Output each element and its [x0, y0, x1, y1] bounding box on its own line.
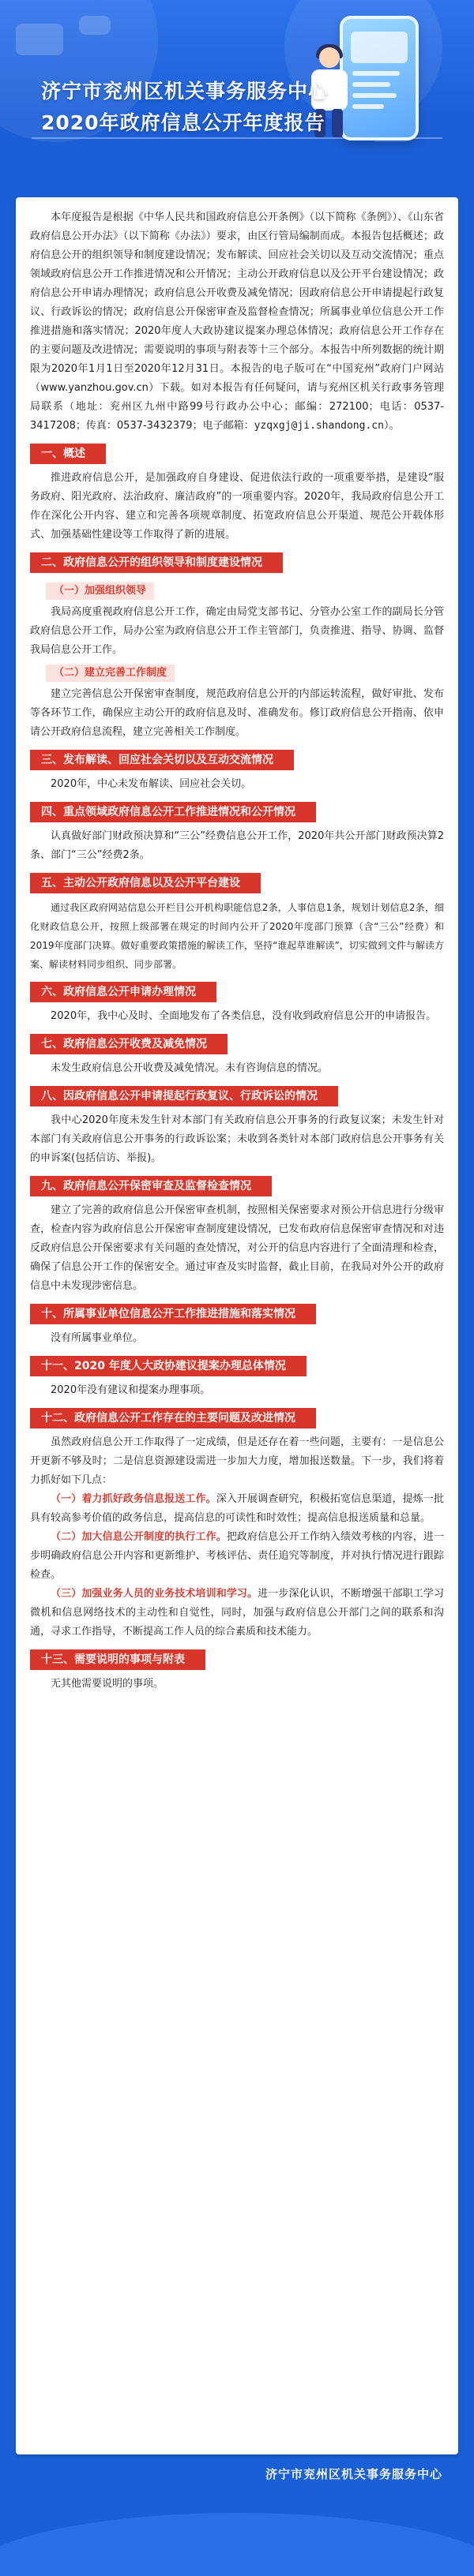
footer-wave [0, 2513, 474, 2576]
section-1-heading: 一、概述 [30, 444, 106, 464]
section-12-item-3-title: （三）加强业务人员的业务技术培训和学习。 [51, 1588, 258, 1600]
section-2-heading: 二、政府信息公开的组织领导和制度建设情况 [30, 552, 283, 573]
section-12-heading: 十二、政府信息公开工作存在的主要问题及改进情况 [30, 1408, 316, 1428]
section-13-body: 无其他需要说明的事项。 [51, 1678, 164, 1690]
section-6-heading: 六、政府信息公开申请办理情况 [30, 982, 216, 1002]
section-11-body: 2020年没有建议和提案办理事项。 [51, 1384, 211, 1396]
intro-text: 本年度报告是根据《中华人民共和国政府信息公开条例》（以下简称《条例》）、《山东省政府信息公开办法》（以下简称《办法》）要求，由区行管局编制而成。本报告包括概述；政府信息公开的组织领导和制度建设情况；发布解读、回应社会关切以及互动交流情况；重点领域政府信息公开工作推进情况和公开情况；主动公开政府信息以及公开平台建设情况；政府信息公开申请办理情况；政府信息公开收费及减免情况；因政府信息公开申请提起行政复议、行政诉讼的情况；政府信息公开保密审查及监督检查情况；所属事业单位信息公开工作推进措施和落实情况；2020年度人大政协建议提案办理总体情况；政府信息公开工作存在的主要问题及改进情况；需要说明的事项与附表等十三个部分。本报告中所列数据的统计期限为2020年1月1日至2020年12月31日。本报告的电子版可在“中国兖州”政府门户网站（www.yanzhou.gov.cn）下载。如对本报告有任何疑问，请与兖州区机关行政事务管理局联系（地址：兖州区九州中路99号行政办公中心；邮编：272100；电话：0537-3417208；传真：0537-3432379；电子邮箱： [30, 212, 444, 432]
contact-email: yzqxgj@ji.shandong.cn [254, 420, 384, 432]
section-8-body: 我中心2020年度未发生针对本部门有关政府信息公开事务的行政复议案；未发生针对本部门有关政府信息公开事务的行政诉讼案；未收到各类针对本部门政府信息公开事务有关的申诉案(包括信访、举报)。 [30, 1114, 444, 1164]
report-title: 2020年政府信息公开年度报告 [41, 111, 325, 134]
section-11-heading: 十一、2020 年度人大政协建议提案办理总体情况 [30, 1356, 307, 1376]
section-3-body: 2020年，中心未发布解读、回应社会关切。 [51, 778, 252, 790]
section-12-item-3 [30, 1585, 444, 1642]
report-content-card [16, 197, 458, 2454]
section-4-heading: 四、重点领域政府信息公开工作推进情况和公开情况 [30, 802, 316, 822]
section-12-item-2 [30, 1528, 444, 1585]
section-12-item-2-body: 把政府信息公开工作纳入绩效考核的内容，进一步明确政府信息公开内容和更新维护、考核评估、责任追究等制度，并对执行情况进行跟踪检查。 [30, 1531, 444, 1581]
decor-card [79, 16, 111, 35]
section-4-body: 认真做好部门财政预决算和“三公”经费信息公开工作，2020年共公开部门财政预决算2条、部门“三公”经费2条。 [30, 830, 444, 861]
footer [0, 2454, 474, 2576]
section-7-body: 未发生政府信息公开收费及减免情况。未有咨询信息的情况。 [51, 1062, 329, 1074]
hero-title-block [41, 76, 329, 136]
footer-signature: 济宁市兖州区机关事务服务中心 [265, 2467, 442, 2481]
section-9-heading: 九、政府信息公开保密审查及监督检查情况 [30, 1176, 272, 1196]
section-2-sub2-body: 建立完善信息公开保密审查制度，规范政府信息公开的内部运转流程，做好审批、发布等各环节工作，确保应主动公开的政府信息及时、准确发布。修订政府信息公开指南、依申请公开政府信息流程，建立完善相关工作制度。 [30, 688, 444, 738]
section-5-heading: 五、主动公开政府信息以及公开平台建设 [30, 873, 261, 893]
section-10-body: 没有所属事业单位。 [51, 1332, 144, 1344]
org-title: 济宁市兖州区机关事务服务中心 [41, 80, 329, 103]
section-3-heading: 三、发布解读、回应社会关切以及互动交流情况 [30, 750, 294, 770]
section-13-heading: 十三、需要说明的事项与附表 [30, 1649, 205, 1670]
section-2-sub2-heading: （二）建立完善工作制度 [46, 665, 175, 682]
section-12-item-1-body: 深入开展调查研究，积极拓宽信息渠道，提炼一批具有较高参考价值的政务信息，提高信息的可读性和时效性；提高信息报送质量和总量。 [30, 1493, 444, 1524]
section-12-item-1-title: （一）着力抓好政务信息报送工作。 [51, 1493, 216, 1505]
hero-divider [32, 137, 442, 139]
section-12-item-2-title: （二）加大信息公开制度的执行工作。 [51, 1531, 227, 1543]
section-12-item-3-body: 进一步深化认识，不断增强干部职工学习微机和信息网络技术的主动性和自觉性，同时，加强与政府信息公开部门之间的联系和沟通，寻求工作指导，不断提高工作人员的综合素质和技术能力。 [30, 1588, 444, 1638]
section-7-heading: 七、政府信息公开收费及减免情况 [30, 1034, 228, 1054]
hero-banner [0, 0, 474, 197]
section-12-item-1 [30, 1490, 444, 1528]
section-1-body: 推进政府信息公开，是加强政府自身建设、促进依法行政的一项重要举措，是建设“服务政府、阳光政府、法治政府、廉洁政府”的一项重要内容。2020年，我局政府信息公开工作在深化公开内容、建立和完善各项规章制度、拓宽政府信息公开渠道、规范公开载体形式、加强基础性建设等工作取得了新的进展。 [30, 472, 444, 541]
section-2-sub1-heading: （一）加强组织领导 [46, 582, 154, 600]
section-2-sub1-body: 我局高度重视政府信息公开工作，确定由局党支部书记、分管办公室工作的副局长分管政府信息公开工作，局办公室为政府信息公开工作主管部门，负责推进、指导、协调、监督我局信息公开工作。 [30, 606, 444, 656]
section-6-body: 2020年，我中心及时、全面地发布了各类信息，没有收到政府信息公开的申请报告。 [51, 1010, 437, 1022]
decor-card [16, 24, 63, 55]
intro-paragraph [30, 208, 444, 436]
section-8-heading: 八、因政府信息公开申请提起行政复议、行政诉讼的情况 [30, 1086, 338, 1106]
section-10-heading: 十、所属事业单位信息公开工作推进措施和落实情况 [30, 1304, 316, 1324]
section-12-body: 虽然政府信息公开工作取得了一定成绩，但是还存在着一些问题，主要有：一是信息公开更新不够及时；二是信息资源建设需进一步加大力度，增加报送数量。下一步，我们将着力抓好如下几点： [30, 1436, 444, 1486]
intro-end: ）。 [383, 420, 400, 432]
section-5-body: 通过我区政府网站信息公开栏目公开机构职能信息2条，人事信息1条，规划计划信息2条，细化财政信息公开，按照上级部署在规定的时间内公开了2020年度部门预算（含“三公”经费）和2019年度部门决算。做好重要政策措施的解读工作，坚持“谁起草谁解读”，切实做到文件与解读方案、解读材料同步组织、同步部署。 [30, 902, 444, 970]
section-9-body: 建立了完善的政府信息公开保密审查机制，按照相关保密要求对预公开信息进行分级审查，检查内容为政府信息公开保密审查制度建设情况，已发布政府信息保密审查情况和对违反政府信息公开保密要求有关问题的查处情况，对公开的信息内容进行了全面清理和检查，确保了信息公开工作的保密安全。通过审查及实时监督，截止目前，在我局对外公开的政府信息中未发现涉密信息。 [30, 1204, 444, 1292]
